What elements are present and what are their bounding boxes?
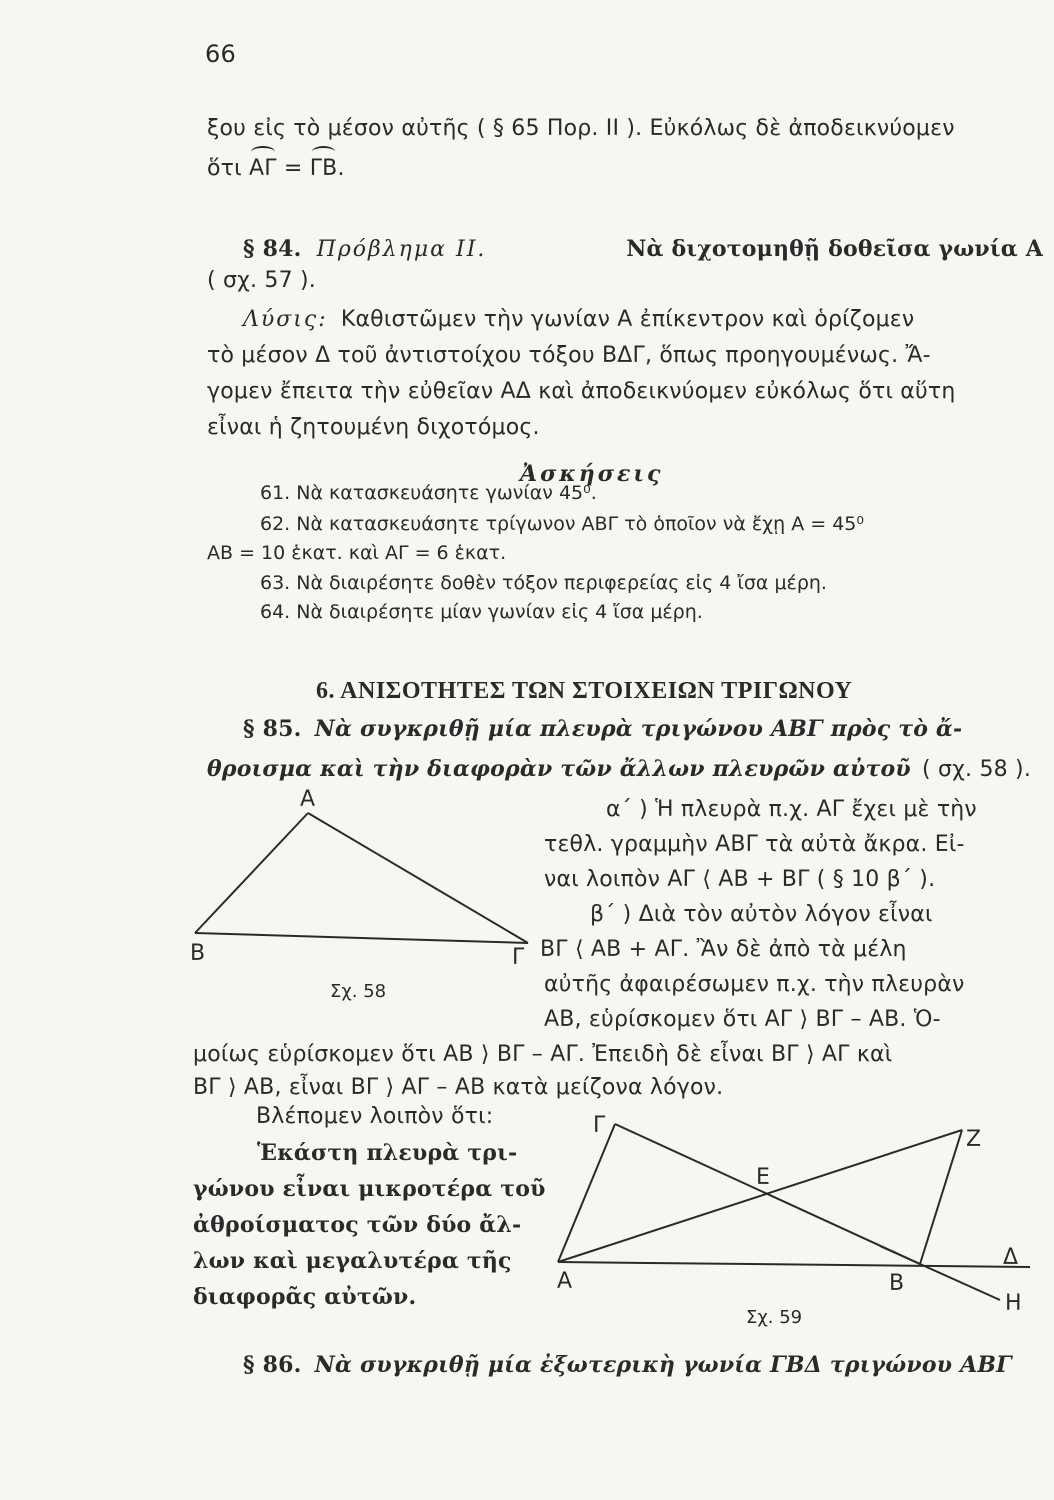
problem-title: Νὰ διχοτομηθῇ δοθεῖσα γωνία Α [626, 236, 1043, 262]
paragraph-line: ΒΓ ⟨ ΑΒ + ΑΓ. Ἂν δὲ ἀπὸ τὰ μέλη [540, 937, 907, 962]
conclusion-intro: Βλέπομεν λοιπὸν ὅτι: [256, 1104, 494, 1129]
page-number: 66 [205, 40, 236, 68]
paragraph-line: τὸ μέσον Δ τοῦ ἀντιστοίχου τόξου ΒΔΓ, ὅπως προηγουμένως. Ἄ- [207, 343, 931, 368]
paragraph-line: ναι λοιπὸν ΑΓ ⟨ ΑΒ + ΒΓ ( § 10 β΄ ). [544, 867, 936, 892]
chapter-heading: 6. ΑΝΙΣΟΤΗΤΕΣ ΤΩΝ ΣΤΟΙΧΕΙΩΝ ΤΡΙΓΩΝΟΥ [316, 678, 853, 704]
theorem-line: λων καὶ μεγαλυτέρα τῆς [193, 1248, 512, 1274]
paragraph-line: ΒΓ ⟩ ΑΒ, εἶναι ΒΓ ⟩ ΑΓ – ΑΒ κατὰ μείζονα λόγον. [193, 1075, 724, 1100]
paragraph-line: τεθλ. γραμμὴν ΑΒΓ τὰ αὐτὰ ἄκρα. Εἰ- [544, 832, 965, 857]
point-b-label: Β [889, 1271, 905, 1296]
arc-ag: ΑΓ [248, 156, 277, 181]
paragraph-line: αὐτῆς ἀφαιρέσωμεν π.χ. τὴν πλευρὰν [544, 972, 965, 997]
theorem-line: διαφορᾶς αὐτῶν. [193, 1284, 417, 1310]
exercise-64: 64. Νὰ διαιρέσητε μίαν γωνίαν εἰς 4 ἴσα μέρη. [260, 601, 703, 623]
segment-az [558, 1130, 962, 1262]
exercise-63: 63. Νὰ διαιρέσητε δοθὲν τόξον περιφερείας εἰς 4 ἴσα μέρη. [260, 572, 827, 594]
point-g-label: Γ [593, 1113, 606, 1138]
point-a-label: Α [557, 1269, 573, 1294]
paragraph-line: μοίως εὑρίσκομεν ὅτι ΑΒ ⟩ ΒΓ – ΑΓ. Ἐπειδὴ δὲ εἶναι ΒΓ ⟩ ΑΓ καὶ [193, 1042, 893, 1067]
problem-title: θροισμα καὶ τὴν διαφορὰν τῶν ἄλλων πλευρῶν αὐτοῦ [207, 756, 911, 782]
paragraph-line: α΄ ) Ἡ πλευρὰ π.χ. ΑΓ ἔχει μὲ τὴν [606, 797, 977, 822]
paragraph-line: β΄ ) Διὰ τὸν αὐτὸν λόγον εἶναι [590, 902, 933, 927]
exercise-62: 62. Νὰ κατασκευάσητε τρίγωνον ΑΒΓ τὸ ὁποῖον νὰ ἔχῃ Α = 45⁰ [260, 513, 865, 535]
point-d-label: Δ [1003, 1245, 1019, 1270]
theorem-line: ἀθροίσματος τῶν δύο ἄλ- [193, 1212, 522, 1238]
exercise-61: 61. Νὰ κατασκευάσητε γωνίαν 45⁰. [260, 482, 597, 504]
vertex-b-label: Β [190, 941, 206, 966]
line-ad [558, 1262, 1030, 1267]
segment-zb [920, 1130, 962, 1264]
point-z-label: Ζ [966, 1127, 982, 1152]
segment-ag [558, 1124, 615, 1262]
vertex-a-label: Α [300, 787, 316, 812]
figure-58-caption: Σχ. 58 [330, 981, 387, 1002]
text: ὅτι [207, 156, 249, 181]
paragraph-line: ξου εἰς τὸ μέσον αὐτῆς ( § 65 Πορ. ΙΙ ). Εὐκόλως δὲ ἀποδεικνύομεν [207, 116, 955, 141]
text: Καθιστῶμεν τὴν γωνίαν Α ἐπίκεντρον καὶ ὁρίζομεν [340, 307, 915, 332]
problem-title: Νὰ συγκριθῇ μία ἐξωτερικὴ γωνία ΓΒΔ τριγώνου ΑΒΓ [314, 1352, 1012, 1378]
section-number: § 86. [243, 1352, 302, 1378]
text: . [337, 156, 345, 181]
text: = [276, 156, 310, 181]
paragraph-line: γομεν ἔπειτα τὴν εὐθεῖαν ΑΔ καὶ ἀποδεικνύομεν εὐκόλως ὅτι αὕτη [207, 379, 956, 404]
figure-59-caption: Σχ. 59 [746, 1307, 803, 1328]
arc-gb: ΓΒ [309, 156, 338, 181]
theorem-line: γώνου εἶναι μικροτέρα τοῦ [193, 1176, 546, 1202]
paragraph-line: ΑΒ, εὑρίσκομεν ὅτι ΑΓ ⟩ ΒΓ – ΑΒ. Ὁ- [544, 1007, 941, 1032]
paragraph-line: εἶναι ἡ ζητουμένη διχοτόμος. [207, 415, 540, 440]
point-h-label: Η [1005, 1291, 1022, 1316]
exercise-62-cont: ΑΒ = 10 ἑκατ. καὶ ΑΓ = 6 ἑκατ. [207, 542, 507, 564]
theorem-line: Ἑκάστη πλευρὰ τρι- [257, 1140, 518, 1166]
figure-ref: ( σχ. 57 ). [207, 268, 316, 293]
solution-label: Λύσις: [243, 307, 328, 332]
problem-label: Πρόβλημα ΙΙ. [316, 237, 487, 262]
problem-title: Νὰ συγκριθῇ μία πλευρὰ τριγώνου ΑΒΓ πρὸς τὸ ἄ- [314, 716, 963, 742]
section-number: § 84. [243, 236, 302, 262]
section-number: § 85. [243, 716, 302, 742]
exercises-heading: Ἀσκήσεις [520, 461, 664, 487]
vertex-g-label: Γ [512, 945, 525, 970]
figure-ref: ( σχ. 58 ). [922, 757, 1032, 782]
point-e-label: Ε [756, 1165, 770, 1190]
